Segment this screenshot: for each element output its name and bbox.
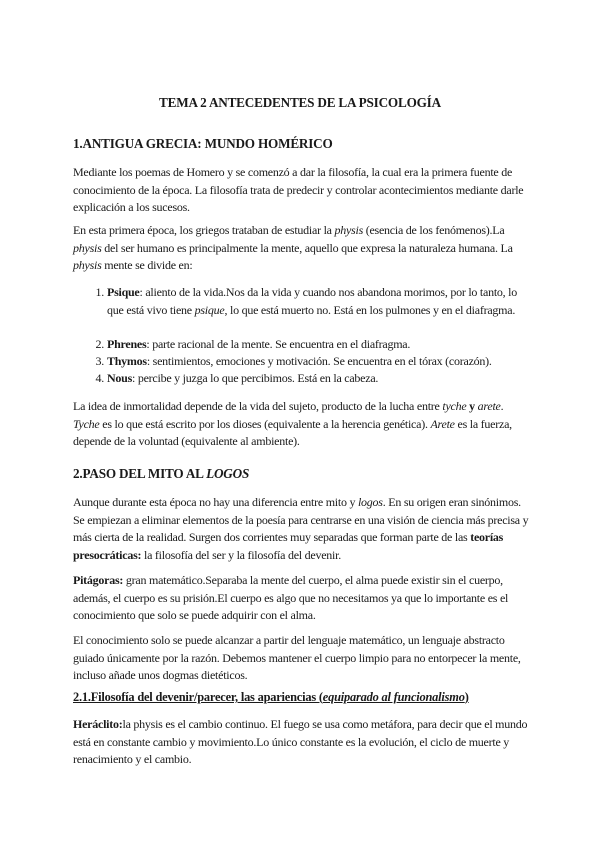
section-1-paragraph-1: Mediante los poemas de Homero y se comenzó a dar la filosofía, la cual era la primera fuente de conocimiento de la época. La filosofía trata de predecir y controlar acontecimientos mediante darle explicación a los sucesos. bbox=[73, 165, 524, 214]
document-title: TEMA 2 ANTECEDENTES DE LA PSICOLOGÍA bbox=[159, 95, 441, 110]
list-term: Psique bbox=[107, 285, 140, 299]
section-2-paragraph-3: El conocimiento solo se puede alcanzar a partir del lenguaje matemático, un lenguaje abstracto guiado únicamente por la razón. Debemos mantener el cuerpo limpio para no entorpecer la mente, incluso añade unos dogmas dietéticos. bbox=[73, 633, 521, 682]
section-1-paragraph-3: La idea de inmortalidad depende de la vida del sujeto, producto de la lucha entre tyche y arete. Tyche es lo que está escrito por los dioses (equivalente a la herencia genética). Arete es la fuerza, depende de la voluntad (equivalente al ambiente). bbox=[73, 399, 512, 448]
list-term: Phrenes bbox=[107, 337, 147, 351]
list-term: Thymos bbox=[107, 354, 147, 368]
section-1-heading: 1.ANTIGUA GRECIA: MUNDO HOMÉRICO bbox=[73, 136, 333, 151]
subsection-2-1-heading: 2.1.Filosofía del devenir/parecer, las apariencias (equiparado al funcionalismo) bbox=[73, 690, 469, 704]
section-2-heading: 2.PASO DEL MITO AL LOGOS bbox=[73, 466, 250, 481]
pitagoras-paragraph: Pitágoras: gran matemático.Separaba la mente del cuerpo, el alma puede existir sin el cuerpo, además, el cuerpo es su prisión.El cuerpo es algo que no necesitamos ya que lo importante es el conocimiento que solo se puede adquirir con el alma. bbox=[73, 573, 509, 622]
list-term: Nous bbox=[107, 371, 133, 385]
section-2-paragraph-1: Aunque durante esta época no hay una diferencia entre mito y logos. En su origen eran sinónimos. Se empiezan a eliminar elementos de la poesía para centrarse en una visión de ciencia más precisa y más cierta de la realidad. Surgen dos corrientes muy separadas que forman parte de las teorías presocráticas: la filosofía del ser y la filosofía del devenir. bbox=[73, 495, 529, 562]
section-1-paragraph-2: En esta primera época, los griegos trataban de estudiar la physis (esencia de los fenómenos).La physis del ser humano es principalmente la mente, aquello que expresa la naturaleza humana. La physis mente se divide en: bbox=[73, 223, 513, 272]
document-page: TEMA 2 ANTECEDENTES DE LA PSICOLOGÍA 1.ANTIGUA GRECIA: MUNDO HOMÉRICO Mediante los poemas de Homero y se comenzó a dar la filosofía, la cual era la primera fuente de conocimiento de la época. La filosofía trata de predecir y controlar acontecimientos mediante darle explicación a los sucesos. En esta primera época, los griegos trataban de estudiar la physis (esencia de los fenómenos).La physis del ser humano es principalmente la mente, aquello que expresa la naturaleza humana. La physis mente se divide en: 1. Psique: aliento de la vida.Nos da la vida y cuando nos abandona morimos, por lo tanto, lo que está vivo tiene psique, lo que está muerto no. Está en los pulmones y en el diafragma. 2. Phrenes: parte racional de la mente. Se encuentra en el diafragma. 3. Thymos: sentimientos, emociones y motivación. Se encuentra en el tórax (corazón). 4. Nous: percibe y juzga lo que percibimos. Está en la cabeza. La idea de inmortalidad depende de la vida del sujeto, producto de la lucha entre tyche y arete. Tyche es lo que está escrito por los dioses (equivalente a la herencia genética). Arete es la fuerza, depende de la voluntad (equivalente al ambiente). 2.PASO DEL MITO AL LOGOS Aunque durante esta época no hay una diferencia entre mito y logos. En su origen eran sinónimos. Se empiezan a eliminar elementos de la poesía para centrarse en una visión de ciencia más precisa y más cierta de la realidad. Surgen dos corrientes muy separadas que forman parte de las teorías presocráticas: la filosofía del ser y la filosofía del devenir. Pitágoras: gran matemático.Separaba la mente del cuerpo, el alma puede existir sin el cuerpo, además, el cuerpo es su prisión.El cuerpo es algo que no necesitamos ya que lo importante es el conocimiento que solo se puede adquirir con el alma. El conocimiento solo se puede alcanzar a partir del lenguaje matemático, un lenguaje abstracto guiado únicamente por la razón. Debemos mantener el cuerpo limpio para no entorpecer la mente, incluso añade unos dogmas dietéticos. 2.1.Filosofía del devenir/parecer, las apariencias (equiparado al funcionalismo) Heráclito:la physis es el cambio continuo. El fuego se usa como metáfora, para decir que el mundo está en constante cambio y movimiento.Lo único constante es la evolución, el ciclo de muerte y renacimiento y el cambio. bbox=[0, 0, 600, 848]
heraclito-paragraph: Heráclito:la physis es el cambio continuo. El fuego se usa como metáfora, para decir que el mundo está en constante cambio y movimiento.Lo único constante es la evolución, el ciclo de muerte y renacimiento y el cambio. bbox=[73, 717, 528, 766]
